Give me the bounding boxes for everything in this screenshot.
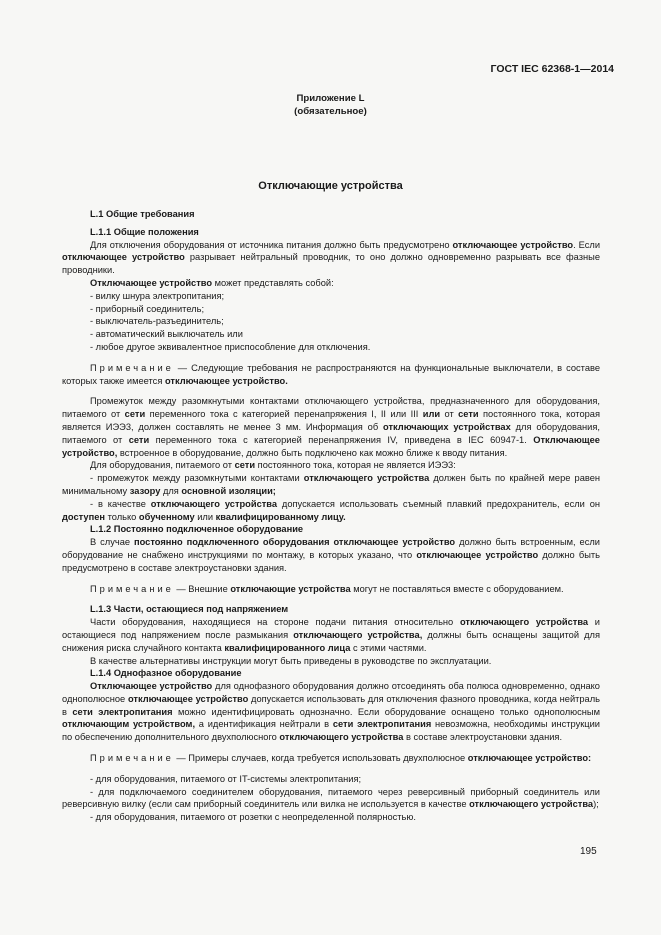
heading-l1: L.1 Общие требования bbox=[90, 209, 195, 219]
heading-l13: L.1.3 Части, остающиеся под напряжением bbox=[90, 604, 289, 615]
heading-l11: L.1.1 Общие положения bbox=[90, 226, 199, 237]
list-item: - для оборудования, питаемого от розетки с неопределенной полярностью. bbox=[90, 812, 416, 823]
heading-l14: L.1.4 Однофазное оборудование bbox=[90, 668, 242, 679]
paragraph: В качестве альтернативы инструкции могут быть приведены в руководстве по эксплуатации. bbox=[90, 655, 492, 666]
note: Примечание — Примеры случаев, когда требуется использовать двухполюсное отключающее устройство: bbox=[90, 753, 592, 764]
list-item: - вилку шнура электропитания; bbox=[90, 290, 225, 301]
list-item: - для подключаемого соединителем оборудования, питаемого через реверсивный приборный соединитель или реверсивную вилку (если сам приборный соединитель или вилка не используется в качестве отключающего устройства); bbox=[62, 786, 600, 810]
paragraph: - промежуток между разомкнутыми контактами отключающего устройства должен быть по крайней мере равен минимальному зазору для основной изоляции; bbox=[62, 473, 601, 496]
list-item: - автоматический выключатель или bbox=[90, 329, 243, 340]
list-item: - приборный соединитель; bbox=[90, 303, 205, 314]
list-item: - любое другое эквивалентное приспособление для отключения. bbox=[90, 341, 371, 352]
heading-l12: L.1.2 Постоянно подключенное оборудование bbox=[90, 524, 304, 535]
paragraph: - в качестве отключающего устройства допускается использовать съемный плавкий предохранитель, если он доступен только обученному или квалифицированному лицу. bbox=[62, 498, 600, 522]
paragraph: Части оборудования, находящиеся на стороне подачи питания относительно отключающего устройства и остающиеся под напряжением после размыкания отключающего устройства, должны быть оснащены защитой для снижения риска случайного контакта квалифицированного лица с этими частями. bbox=[62, 617, 600, 653]
document-body bbox=[62, 208, 600, 824]
paragraph: Для отключения оборудования от источника питания должно быть предусмотрено отключающее устройство. Если отключающее устройство разрывает нейтральный проводник, то оно должно одновременно разрывать все фазные проводники. bbox=[62, 239, 601, 276]
annex-title: Приложение L bbox=[296, 93, 365, 104]
page-number: 195 bbox=[580, 846, 597, 857]
paragraph: В случае постоянно подключенного оборудования отключающее устройство должно быть встроенным, если оборудование не снабжено инструкциями по монтажу, в которых указано, что отключающее устройство должно быть предусмотрено в составе электроустановки здания. bbox=[62, 537, 600, 573]
paragraph: Для оборудования, питаемого от сети постоянного тока, которая не является ИЭЭ3: bbox=[90, 460, 456, 471]
standard-number: ГОСТ IEC 62368-1—2014 bbox=[490, 63, 614, 75]
paragraph: Промежуток между разомкнутыми контактами отключающего устройства, предназначенного для оборудования, питаемого от сети переменного тока с категорией перенапряжения I, II или III или от сети постоянного тока, которая является ИЭЭ3, должен составлять не менее 3 мм. Информация об отключающих устройствах для оборудования, питаемого от сети переменного тока с категорией перенапряжения IV, приведена в IEC 60947-1. Отключающее устройство, встроенное в оборудование, должно быть подключено как можно ближе к вводу питания. bbox=[62, 396, 600, 458]
section-title: Отключающие устройства bbox=[258, 180, 403, 192]
list-item: - выключатель-разъединитель; bbox=[90, 316, 224, 327]
paragraph: Отключающее устройство для однофазного оборудования должно отсоединять оба полюса одновременно, однако однополюсное отключающее устройство допускается использовать для отключения фазного проводника, когда нейтраль в сети электропитания можно идентифицировать однозначно. Если оборудование оснащено только однополюсным отключающим устройством, а идентификация нейтрали в сети электропитания невозможна, необходимы инструкции по обеспечению дополнительного двухполюсного отключающего устройства в составе электроустановки здания. bbox=[62, 681, 601, 743]
note: Примечание — Внешние отключающие устройства могут не поставляться вместе с оборудованием. bbox=[90, 583, 564, 594]
annex-status: (обязательное) bbox=[294, 106, 367, 117]
note: Примечание — Следующие требования не распространяются на функциональные выключатели, в составе которых также имеется отключающее устройство. bbox=[62, 362, 600, 386]
paragraph: Отключающее устройство может представлять собой: bbox=[90, 277, 334, 288]
list-item: - для оборудования, питаемого от IT-системы электропитания; bbox=[90, 773, 362, 784]
